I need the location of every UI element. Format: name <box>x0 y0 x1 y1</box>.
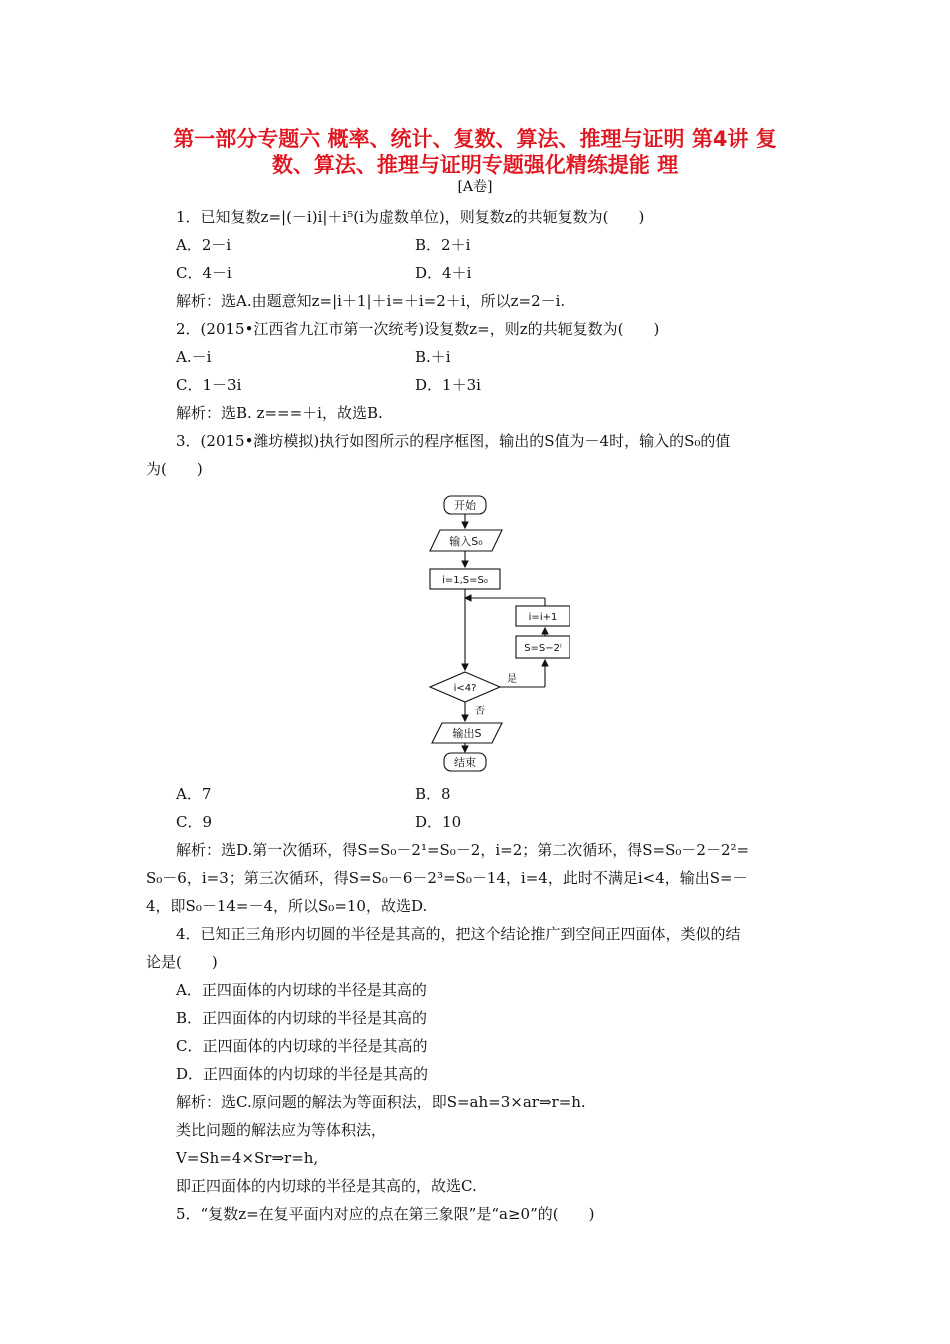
page-title-line1: 第一部分专题六 概率、统计、复数、算法、推理与证明 第4讲 复 <box>173 127 777 151</box>
q4-option-b: B．正四面体的内切球的半径是其高的 <box>176 1009 428 1027</box>
flow-yes-label: 是 <box>507 674 517 685</box>
flow-end-text: 结束 <box>454 756 476 769</box>
section-label: [A卷] <box>457 179 493 195</box>
flow-no-label: 否 <box>475 706 485 717</box>
flow-increment-text: i=i+1 <box>528 612 558 623</box>
q4-stem-line1: 4．已知正三角形内切圆的半径是其高的，把这个结论推广到空间正四面体，类似的结 <box>176 925 741 943</box>
q2-option-b: B.＋i <box>415 348 451 366</box>
flowchart <box>420 494 570 774</box>
page-title-line2: 数、算法、推理与证明专题强化精练提能 理 <box>271 153 679 177</box>
q3-option-a: A．7 <box>176 785 212 803</box>
q3-option-b: B．8 <box>415 785 451 803</box>
q3-stem-line1: 3．(2015•潍坊模拟)执行如图所示的程序框图，输出的S值为－4时，输入的S₀的值 <box>176 432 731 450</box>
q4-stem-line2: 论是( ) <box>146 953 218 971</box>
q2-option-c: C．1－3i <box>176 376 242 394</box>
q4-option-a: A．正四面体的内切球的半径是其高的 <box>176 981 427 999</box>
q4-solution-line1: 解析：选C.原问题的解法为等面积法，即S=ah=3×ar⇒r=h. <box>176 1093 586 1111</box>
q3-solution-line1: 解析：选D.第一次循环，得S=S₀－2¹=S₀－2，i=2；第二次循环，得S=S₀－2－2²= <box>176 841 750 859</box>
q3-option-c: C．9 <box>176 813 213 831</box>
q2-stem: 2．(2015•江西省九江市第一次统考)设复数z=，则z的共轭复数为( ) <box>176 320 660 338</box>
q4-solution-line2: 类比问题的解法应为等体积法， <box>176 1121 387 1139</box>
q4-option-d: D．正四面体的内切球的半径是其高的 <box>176 1065 429 1083</box>
flow-output-text: 输出S <box>452 727 482 740</box>
q3-stem-line2: 为( ) <box>146 460 203 478</box>
flow-init-text: i=1,S=S₀ <box>442 575 488 586</box>
q2-option-d: D．1＋3i <box>415 376 481 394</box>
flow-start-text: 开始 <box>454 499 476 512</box>
q1-solution: 解析：选A.由题意知z=|i＋1|＋i=＋i=2＋i，所以z=2－i. <box>176 292 566 310</box>
flow-input-text: 输入S₀ <box>449 535 483 548</box>
q3-solution-line3: 4，即S₀－14=－4，所以S₀=10，故选D. <box>146 897 428 915</box>
q4-solution-line3: V=Sh=4×Sr⇒r=h, <box>176 1149 319 1167</box>
flow-update-text: S=S−2ⁱ <box>524 643 562 654</box>
q2-option-a: A.－i <box>176 348 212 366</box>
q1-option-d: D．4＋i <box>415 264 472 282</box>
q5-stem: 5．“复数z=在复平面内对应的点在第三象限”是“a≥0”的( ) <box>176 1205 595 1223</box>
q3-option-d: D．10 <box>415 813 462 831</box>
q4-option-c: C．正四面体的内切球的半径是其高的 <box>176 1037 428 1055</box>
q4-solution-line4: 即正四面体的内切球的半径是其高的，故选C. <box>176 1177 477 1195</box>
q1-option-a: A．2－i <box>176 236 232 254</box>
q1-option-c: C．4－i <box>176 264 232 282</box>
q2-solution: 解析：选B. z===＋i，故选B. <box>176 404 383 422</box>
q3-solution-line2: S₀－6，i=3；第三次循环，得S=S₀－6－2³=S₀－14，i=4，此时不满足i<4，输出S=－ <box>146 869 748 887</box>
flow-condition-text: i<4? <box>453 683 477 694</box>
q1-option-b: B．2＋i <box>415 236 471 254</box>
q1-stem: 1．已知复数z=|(－i)i|＋i⁵(i为虚数单位)，则复数z的共轭复数为( ) <box>176 208 645 226</box>
